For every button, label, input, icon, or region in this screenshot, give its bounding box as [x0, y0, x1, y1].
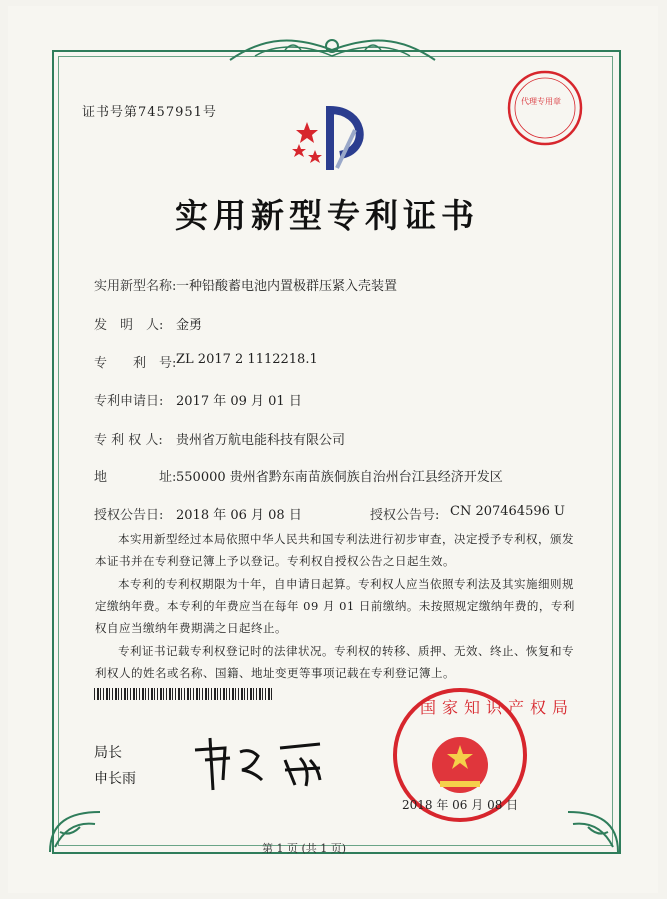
field-value-holder: 贵州省万航电能科技有限公司	[176, 433, 346, 448]
certificate-title: 实用新型专利证书	[175, 196, 479, 235]
field-value-name: 一种铅酸蓄电池内置极群压紧入壳装置	[176, 279, 398, 294]
grant-no-label: 授权公告号:	[370, 508, 440, 523]
director-name: 申长雨	[94, 771, 136, 787]
corner-ornament-bl	[40, 792, 120, 862]
field-label-patent-no: 专 利 号:	[94, 356, 177, 371]
grant-date-label: 授权公告日:	[94, 508, 164, 523]
field-label-inventor: 发 明 人:	[94, 318, 164, 333]
body-paragraph-2: 本专利的专利权期限为十年，自申请日起算。专利权人应当依照专利法及其实施细则规定缴纳年费。本专利的年费应当在每年 09 月 01 日前缴纳。未按照规定缴纳年费的，专利权自应当缴纳年费期满之日起终止。	[95, 577, 575, 635]
corner-ornament-br	[548, 792, 628, 862]
field-label-apply-date: 专利申请日:	[94, 394, 164, 409]
field-label-address: 地 址:	[94, 470, 177, 485]
field-value-inventor: 金勇	[176, 318, 203, 333]
agency-stamp	[505, 68, 585, 148]
grant-date-value: 2018 年 06 月 08 日	[176, 508, 302, 523]
field-value-address: 550000 贵州省黔东南苗族侗族自治州台江县经济开发区	[176, 470, 503, 485]
body-paragraph-3: 专利证书记载专利权登记时的法律状况。专利权的转移、质押、无效、终止、恢复和专利权人的姓名或名称、国籍、地址变更等事项记载在专利登记簿上。	[95, 644, 574, 680]
top-ornament	[225, 32, 440, 68]
field-label-name: 实用新型名称:	[94, 279, 177, 294]
seal-date: 2018 年 06 月 08 日	[402, 798, 519, 812]
body-paragraph-1: 本实用新型经过本局依照中华人民共和国专利法进行初步审查，决定授予专利权，颁发本证书并在专利登记簿上予以登记。专利权自授权公告之日起生效。	[95, 532, 574, 568]
patent-office-logo	[285, 100, 380, 180]
field-value-patent-no: ZL 2017 2 1112218.1	[176, 352, 318, 367]
agency-stamp-text: 代理专用章	[521, 97, 561, 106]
field-label-holder: 专 利 权 人:	[94, 433, 163, 448]
director-signature	[185, 730, 335, 795]
certificate-number: 证书号第7457951号	[82, 105, 217, 120]
field-value-apply-date: 2017 年 09 月 01 日	[176, 394, 302, 409]
page-footer: 第 1 页 (共 1 页)	[262, 842, 347, 855]
official-seal-text: 国家知识产权局	[420, 698, 575, 717]
director-title: 局长	[94, 745, 122, 761]
grant-no-value: CN 207464596 U	[450, 504, 565, 519]
barcode	[94, 688, 274, 700]
